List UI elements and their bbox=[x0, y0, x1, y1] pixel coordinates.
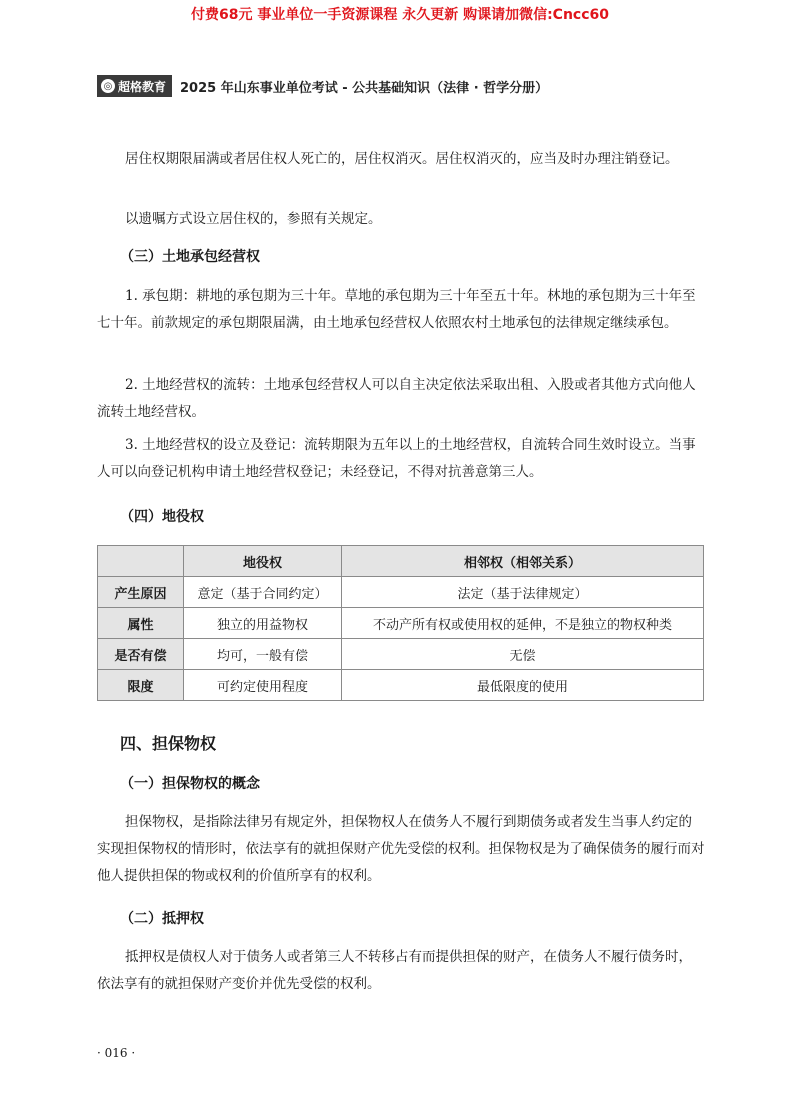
page-number: · 016 · bbox=[97, 1046, 136, 1060]
table-header-cell: 地役权 bbox=[184, 546, 342, 577]
paragraph-registration: 3. 土地经营权的设立及登记：流转期限为五年以上的土地经营权，自流转合同生效时设立。当事人可以向登记机构申请土地经营权登记；未经登记，不得对抗善意第三人。 bbox=[97, 437, 696, 480]
table-row bbox=[98, 639, 704, 670]
table-cell: 无偿 bbox=[342, 639, 704, 670]
table-row bbox=[98, 670, 704, 701]
heading-security-rights: 四、担保物权 bbox=[120, 734, 217, 753]
table-row bbox=[98, 577, 704, 608]
paragraph-residence-end: 居住权期限届满或者居住权人死亡的，居住权消灭。居住权消灭的，应当及时办理注销登记。 bbox=[125, 151, 679, 167]
table-cell: 法定（基于法律规定） bbox=[342, 577, 704, 608]
heading-security-concept: （一）担保物权的概念 bbox=[120, 776, 260, 792]
paragraph-contract-term: 1. 承包期：耕地的承包期为三十年。草地的承包期为三十年至五十年。林地的承包期为三十年至七十年。前款规定的承包期限届满，由土地承包经营权人依照农村土地承包的法律规定继续承包。 bbox=[97, 288, 696, 331]
paragraph-mortgage-definition: 抵押权是债权人对于债务人或者第三人不转移占有而提供担保的财产，在债务人不履行债务时，依法享有的就担保财产变价并优先受偿的权利。 bbox=[97, 949, 692, 992]
table-header-row bbox=[98, 546, 704, 577]
header-title: 2025 年山东事业单位考试 - 公共基础知识（法律 · 哲学分册） bbox=[180, 80, 549, 96]
heading-mortgage: （二）抵押权 bbox=[120, 911, 204, 927]
paragraph-residence-will: 以遗嘱方式设立居住权的，参照有关规定。 bbox=[125, 211, 382, 227]
table-cell: 不动产所有权或使用权的延伸，不是独立的物权种类 bbox=[342, 608, 704, 639]
brand-logo bbox=[97, 75, 172, 97]
table-cell: 可约定使用程度 bbox=[184, 670, 342, 701]
page-header bbox=[97, 74, 548, 98]
table-cell: 独立的用益物权 bbox=[184, 608, 342, 639]
table-cell: 最低限度的使用 bbox=[342, 670, 704, 701]
heading-land-contract: （三）土地承包经营权 bbox=[120, 249, 260, 265]
table-cell: 均可，一般有偿 bbox=[184, 639, 342, 670]
watermark-text: 付费68元 事业单位一手资源课程 永久更新 购课请加微信:Cncc60 bbox=[190, 7, 610, 23]
logo-icon: ◎ bbox=[101, 79, 115, 93]
row-header: 产生原因 bbox=[98, 577, 184, 608]
table-row bbox=[98, 608, 704, 639]
row-header: 限度 bbox=[98, 670, 184, 701]
paragraph-transfer: 2. 土地经营权的流转：土地承包经营权人可以自主决定依法采取出租、入股或者其他方式向他人流转土地经营权。 bbox=[97, 377, 696, 420]
heading-easement: （四）地役权 bbox=[120, 509, 204, 525]
logo-text: 超格教育 bbox=[118, 79, 167, 94]
paragraph-security-definition: 担保物权，是指除法律另有规定外，担保物权人在债务人不履行到期债务或者发生当事人约定的实现担保物权的情形时，依法享有的就担保财产优先受偿的权利。担保物权是为了确保债务的履行而对他人提供担保的物或权利的价值所享有的权利。 bbox=[97, 814, 705, 884]
row-header: 属性 bbox=[98, 608, 184, 639]
table-cell: 意定（基于合同约定） bbox=[184, 577, 342, 608]
row-header: 是否有偿 bbox=[98, 639, 184, 670]
table-header-cell: 相邻权（相邻关系） bbox=[342, 546, 704, 577]
comparison-table bbox=[97, 545, 704, 701]
table-header-cell bbox=[98, 546, 184, 577]
